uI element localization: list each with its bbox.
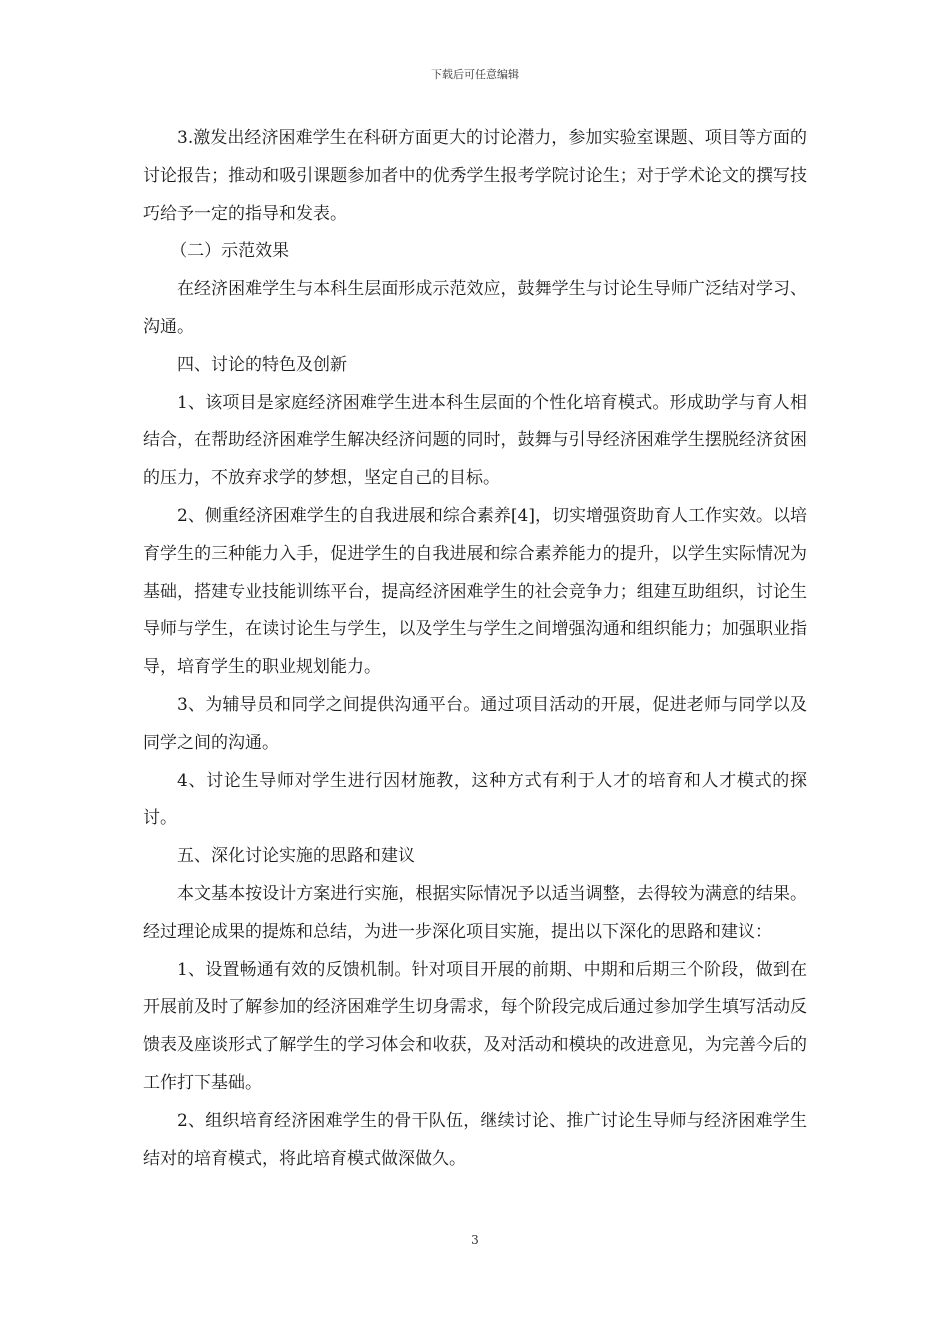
page-number: 3 xyxy=(471,1233,479,1247)
section-heading-features: 四、讨论的特色及创新 xyxy=(177,354,347,375)
paragraph-research-potential: 3.激发出经济困难学生在科研方面更大的讨论潜力，参加实验室课题、项目等方面的讨论报告；推动和吸引课题参加者中的优秀学生报考学院讨论生；对于学术论文的撰写技巧给予一定的指导和发表。 xyxy=(143,128,807,224)
page-header: 下载后可任意编辑 xyxy=(431,68,519,81)
paragraph-suggestions-intro: 本文基本按设计方案进行实施，根据实际情况予以适当调整，去得较为满意的结果。经过理论成果的提炼和总结，为进一步深化项目实施，提出以下深化的思路和建议： xyxy=(143,883,807,942)
paragraph-demonstration: 在经济困难学生与本科生层面形成示范效应，鼓舞学生与讨论生导师广泛结对学习、沟通。 xyxy=(143,279,807,337)
section-heading-suggestions: 五、深化讨论实施的思路和建议 xyxy=(177,846,415,867)
paragraph-feature-4: 4、讨论生导师对学生进行因材施教，这种方式有利于人才的培育和人才模式的探讨。 xyxy=(143,770,807,829)
paragraph-feature-1: 1、该项目是家庭经济困难学生进本科生层面的个性化培育模式。形成助学与育人相结合，在帮助经济困难学生解决经济问题的同时，鼓舞与引导经济困难学生摆脱经济贫困的压力，不放弃求学的梦想，坚定自己的目标。 xyxy=(143,392,807,489)
document-body xyxy=(143,120,807,1178)
paragraph-suggestion-1: 1、设置畅通有效的反馈机制。针对项目开展的前期、中期和后期三个阶段，做到在开展前及时了解参加的经济困难学生切身需求，每个阶段完成后通过参加学生填写活动反馈表及座谈形式了解学生的学习体会和收获，及对活动和模块的改进意见，为完善今后的工作打下基础。 xyxy=(143,959,807,1093)
paragraph-suggestion-2: 2、组织培育经济困难学生的骨干队伍，继续讨论、推广讨论生导师与经济困难学生结对的培育模式，将此培育模式做深做久。 xyxy=(143,1110,807,1169)
paragraph-feature-2: 2、侧重经济困难学生的自我进展和综合素养[4]，切实增强资助育人工作实效。以培育学生的三种能力入手，促进学生的自我进展和综合素养能力的提升，以学生实际情况为基础，搭建专业技能训练平台，提高经济困难学生的社会竞争力；组建互助组织，讨论生导师与学生，在读讨论生与学生，以及学生与学生之间增强沟通和组织能力；加强职业指导，培育学生的职业规划能力。 xyxy=(143,505,807,678)
subheading-demonstration-effect: （二）示范效果 xyxy=(170,241,290,262)
paragraph-feature-3: 3、为辅导员和同学之间提供沟通平台。通过项目活动的开展，促进老师与同学以及同学之间的沟通。 xyxy=(143,694,807,753)
